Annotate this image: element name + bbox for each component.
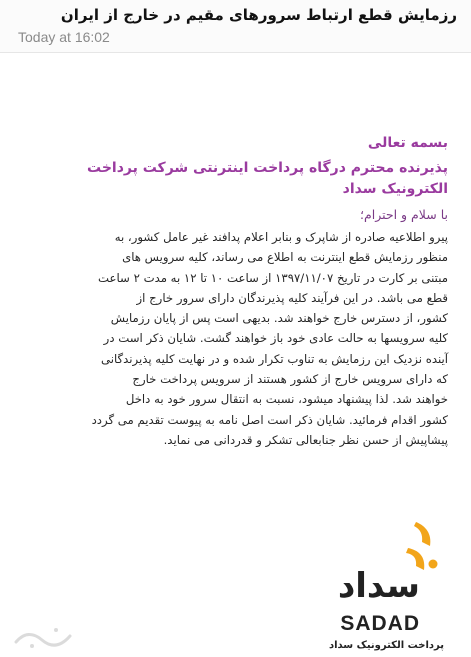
- paragraph-line: کشور اقدام فرمائید. شایان ذکر است اصل نامه به پیوست تقدیم می گردد: [91, 412, 448, 427]
- watermark-logo-icon: [12, 622, 74, 650]
- addressee-line: پذیرنده محترم درگاه پرداخت اینترنتی شرکت پرداخت: [87, 160, 448, 176]
- logo-name-en: SADAD: [340, 612, 420, 635]
- email-subject: رزمایش قطع ارتباط سرورهای مقیم در خارج از ایران: [60, 6, 457, 24]
- letter-addressee: [26, 158, 448, 200]
- paragraph-line: آینده نزدیک این رزمایش به تناوب تکرار شده و در نهایت کلیه پذیرندگانی: [101, 351, 448, 366]
- email-header: [0, 0, 471, 53]
- paragraph-line: قطع می باشد. در این فرآیند کلیه پذیرندگان دارای سرور خارج از: [136, 290, 448, 305]
- paragraph-line: منظور رزمایش قطع اینترنت به اطلاع می رساند، کلیه سرویس های: [122, 250, 448, 265]
- email-timestamp: Today at 16:02: [18, 29, 110, 45]
- logo-subtitle: پرداخت الکترونیک سداد: [328, 640, 444, 651]
- letter-bismillah: بسمه تعالی: [367, 135, 448, 151]
- letter-greeting: با سلام و احترام؛: [360, 207, 448, 222]
- paragraph-line: خواهند شد. لذا پیشنهاد میشود، نسبت به انتقال سرور خود به داخل: [125, 392, 448, 407]
- addressee-line: الکترونیک سداد: [342, 181, 448, 197]
- letter-paragraph: [26, 227, 448, 450]
- paragraph-line: که دارای سرویس خارج از کشور هستند از سرویس پرداخت خارج: [132, 372, 448, 387]
- paragraph-line: پیرو اطلاعیه صادره از شاپرک و بنابر اعلام پدافند غیر عامل کشور، به: [114, 230, 448, 244]
- paragraph-line: کشور، از دسترس خارج خواهند شد. بدیهی است پس از پایان رزمایش: [110, 311, 448, 326]
- letter-body: [26, 132, 448, 450]
- logo-name-fa: سداد: [337, 566, 420, 606]
- paragraph-line: مبتنی بر کارت در تاریخ ۱۳۹۷/۱۱/۰۷ از ساعت ۱۰ تا ۱۲ به مدت ۲ ساعت: [98, 270, 448, 285]
- paragraph-line: پیشاپیش از حسن نظر جنابعالی تشکر و قدردانی می نماید.: [163, 432, 448, 447]
- sadad-logo: [300, 520, 450, 650]
- paragraph-line: کلیه سرویسها به حالت عادی خود باز خواهند گشت. شایان ذکر است در: [103, 331, 448, 346]
